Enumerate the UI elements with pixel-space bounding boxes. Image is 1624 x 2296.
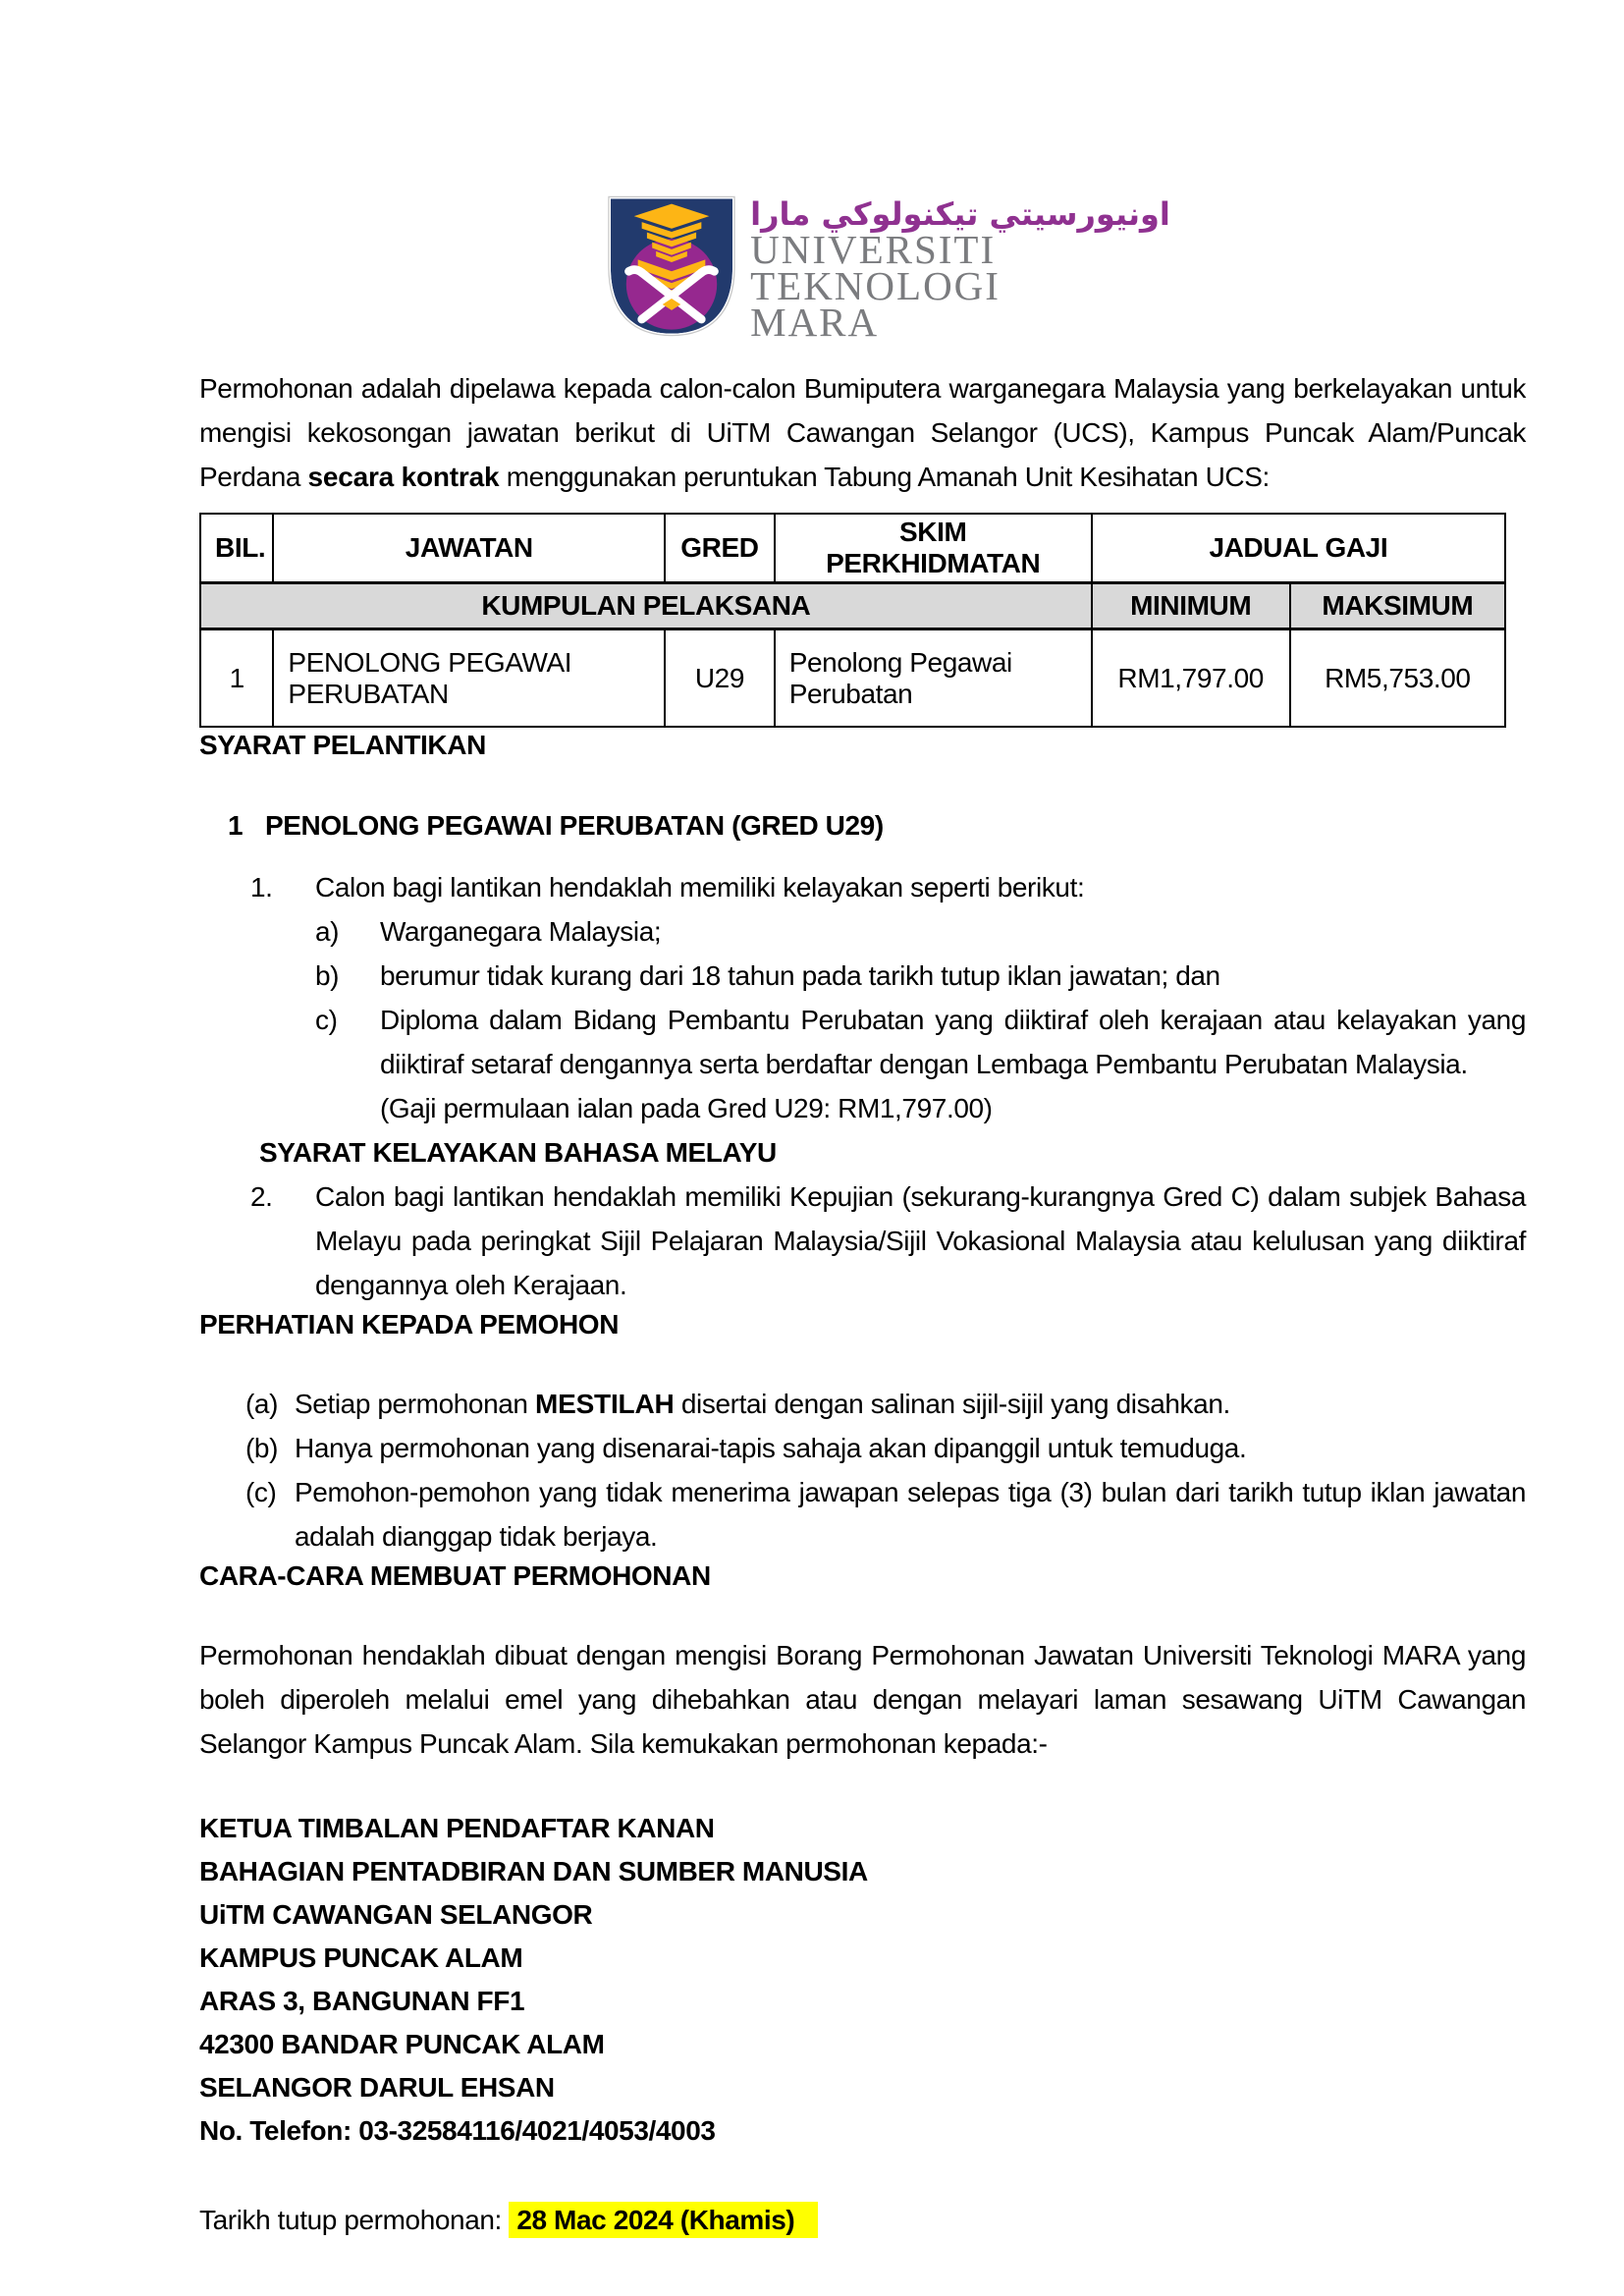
job-title-line xyxy=(228,808,1526,844)
col-header-bil: BIL. xyxy=(200,514,273,583)
closing-date-highlight: 28 Mac 2024 (Khamis) xyxy=(509,2202,818,2238)
subheader-kumpulan-pelaksana: KUMPULAN PELAKSANA xyxy=(200,583,1092,629)
intro-text-after: menggunakan peruntukan Tabung Amanah Unit Kesihatan UCS: xyxy=(499,462,1270,492)
address-line: KETUA TIMBALAN PENDAFTAR KANAN xyxy=(199,1813,715,1843)
col-header-jadual-gaji: JADUAL GAJI xyxy=(1092,514,1505,583)
sub-item-c xyxy=(315,998,1526,1130)
vacancy-table xyxy=(199,513,1506,728)
perhatian-a-bold: MESTILAH xyxy=(534,1389,675,1419)
list-text: Warganegara Malaysia; xyxy=(380,916,662,947)
closing-date-label: Tarikh tutup permohonan: xyxy=(199,2205,502,2235)
cell-gaji-minimum: RM1,797.00 xyxy=(1092,629,1290,728)
subheader-minimum: MINIMUM xyxy=(1092,583,1290,629)
list-marker: 1. xyxy=(250,872,273,902)
list-text: Diploma dalam Bidang Pembantu Perubatan yang diiktiraf oleh kerajaan atau kelayakan yang diiktiraf setaraf dengannya serta berdaftar dengan Lembaga Pembantu Perubatan Malaysia. xyxy=(380,1005,1526,1079)
list-marker: (a) xyxy=(245,1389,279,1419)
intro-paragraph xyxy=(199,366,1526,499)
section-title-bahasa-melayu: SYARAT KELAYAKAN BAHASA MELAYU xyxy=(259,1137,777,1168)
address-line: 42300 BANDAR PUNCAK ALAM xyxy=(199,2029,605,2059)
address-line: SELANGOR DARUL EHSAN xyxy=(199,2072,555,2103)
list-marker: 2. xyxy=(250,1181,273,1212)
section-title-perhatian: PERHATIAN KEPADA PEMOHON xyxy=(199,1309,620,1339)
list-marker: (c) xyxy=(245,1477,277,1507)
col-header-jawatan: JAWATAN xyxy=(273,514,665,583)
sub-item-a xyxy=(315,909,1526,954)
university-name-line1: UNIVERSITI xyxy=(750,227,997,272)
university-name-line2: TEKNOLOGI xyxy=(750,263,1001,308)
perhatian-a-after: disertai dengan salinan sijil-sijil yang disahkan. xyxy=(674,1389,1230,1419)
list-text: Hanya permohonan yang disenarai-tapis sahaja akan dipanggil untuk temuduga. xyxy=(295,1433,1247,1463)
uitm-crest-icon xyxy=(607,194,736,338)
logo-text xyxy=(750,194,1170,345)
intro-text-before: Permohonan adalah dipelawa kepada calon-calon Bumiputera warganegara Malaysia yang berkelayakan untuk mengisi kekosongan jawatan berikut di UiTM Cawangan Selangor (UCS), Kampus Puncak Alam/Puncak Perdana xyxy=(199,373,1526,492)
address-line-telephone: No. Telefon: 03-32584116/4021/4053/4003 xyxy=(199,2115,716,2146)
perhatian-item-a xyxy=(245,1382,1526,1426)
cell-skim: Penolong Pegawai Perubatan xyxy=(775,629,1092,728)
list-marker: a) xyxy=(315,916,340,947)
col-header-gred: GRED xyxy=(665,514,775,583)
cell-jawatan: PENOLONG PEGAWAI PERUBATAN xyxy=(273,629,665,728)
sub-item-b xyxy=(315,954,1526,998)
col-header-skim: SKIM PERKHIDMATAN xyxy=(775,514,1092,583)
cell-gaji-maksimum: RM5,753.00 xyxy=(1290,629,1505,728)
address-line: ARAS 3, BANGUNAN FF1 xyxy=(199,1986,525,2016)
intro-text-bold: secara kontrak xyxy=(307,462,500,492)
list-text: Pemohon-pemohon yang tidak menerima jawapan selepas tiga (3) bulan dari tarikh tutup iklan jawatan adalah dianggap tidak berjaya. xyxy=(295,1477,1526,1552)
list-item-2 xyxy=(250,1175,1526,1307)
list-text: Calon bagi lantikan hendaklah memiliki kelayakan seperti berikut: xyxy=(315,872,1085,902)
list-text: Calon bagi lantikan hendaklah memiliki Kepujian (sekurang-kurangnya Gred C) dalam subjek Bahasa Melayu pada peringkat Sijil Pelajaran Malaysia/Sijil Vokasional Malaysia atau kelulusan yang diiktiraf dengannya oleh Kerajaan. xyxy=(315,1181,1526,1300)
section-title-syarat-pelantikan: SYARAT PELANTIKAN xyxy=(199,730,486,760)
cell-bil: 1 xyxy=(200,629,273,728)
table-header-row xyxy=(200,514,1505,583)
table-row xyxy=(200,629,1505,728)
closing-date-line xyxy=(199,2198,1526,2242)
address-line: BAHAGIAN PENTADBIRAN DAN SUMBER MANUSIA xyxy=(199,1856,868,1886)
address-line: KAMPUS PUNCAK ALAM xyxy=(199,1942,523,1973)
list-text xyxy=(295,1382,1526,1426)
cell-gred: U29 xyxy=(665,629,775,728)
address-block xyxy=(199,1807,1526,2153)
perhatian-item-c xyxy=(245,1470,1526,1558)
list-marker: (b) xyxy=(245,1433,279,1463)
jawi-script-text: اونيورسيتي تيكنولوكي مارا xyxy=(750,195,1170,233)
subheader-maksimum: MAKSIMUM xyxy=(1290,583,1505,629)
address-line: UiTM CAWANGAN SELANGOR xyxy=(199,1899,593,1930)
perhatian-item-b xyxy=(245,1426,1526,1470)
salary-note: (Gaji permulaan ialan pada Gred U29: RM1,797.00) xyxy=(380,1093,993,1123)
table-subheader-row xyxy=(200,583,1505,629)
uitm-logo xyxy=(77,0,1624,345)
job-number: 1 xyxy=(228,810,244,841)
job-name: PENOLONG PEGAWAI PERUBATAN (GRED U29) xyxy=(265,810,884,841)
section-title-cara-cara: CARA-CARA MEMBUAT PERMOHONAN xyxy=(199,1560,711,1591)
list-text: berumur tidak kurang dari 18 tahun pada tarikh tutup iklan jawatan; dan xyxy=(380,960,1220,991)
list-marker: c) xyxy=(315,1005,338,1035)
perhatian-a-before: Setiap permohonan xyxy=(295,1389,535,1419)
list-marker: b) xyxy=(315,960,340,991)
list-item-1 xyxy=(250,865,1526,909)
cara-paragraph: Permohonan hendaklah dibuat dengan mengisi Borang Permohonan Jawatan Universiti Teknologi MARA yang boleh diperoleh melalui emel yang dihebahkan atau dengan melayari laman sesawang UiTM Cawangan Selangor Kampus Puncak Alam. Sila kemukakan permohonan kepada:- xyxy=(199,1640,1526,1759)
university-name-line3: MARA xyxy=(750,300,880,345)
